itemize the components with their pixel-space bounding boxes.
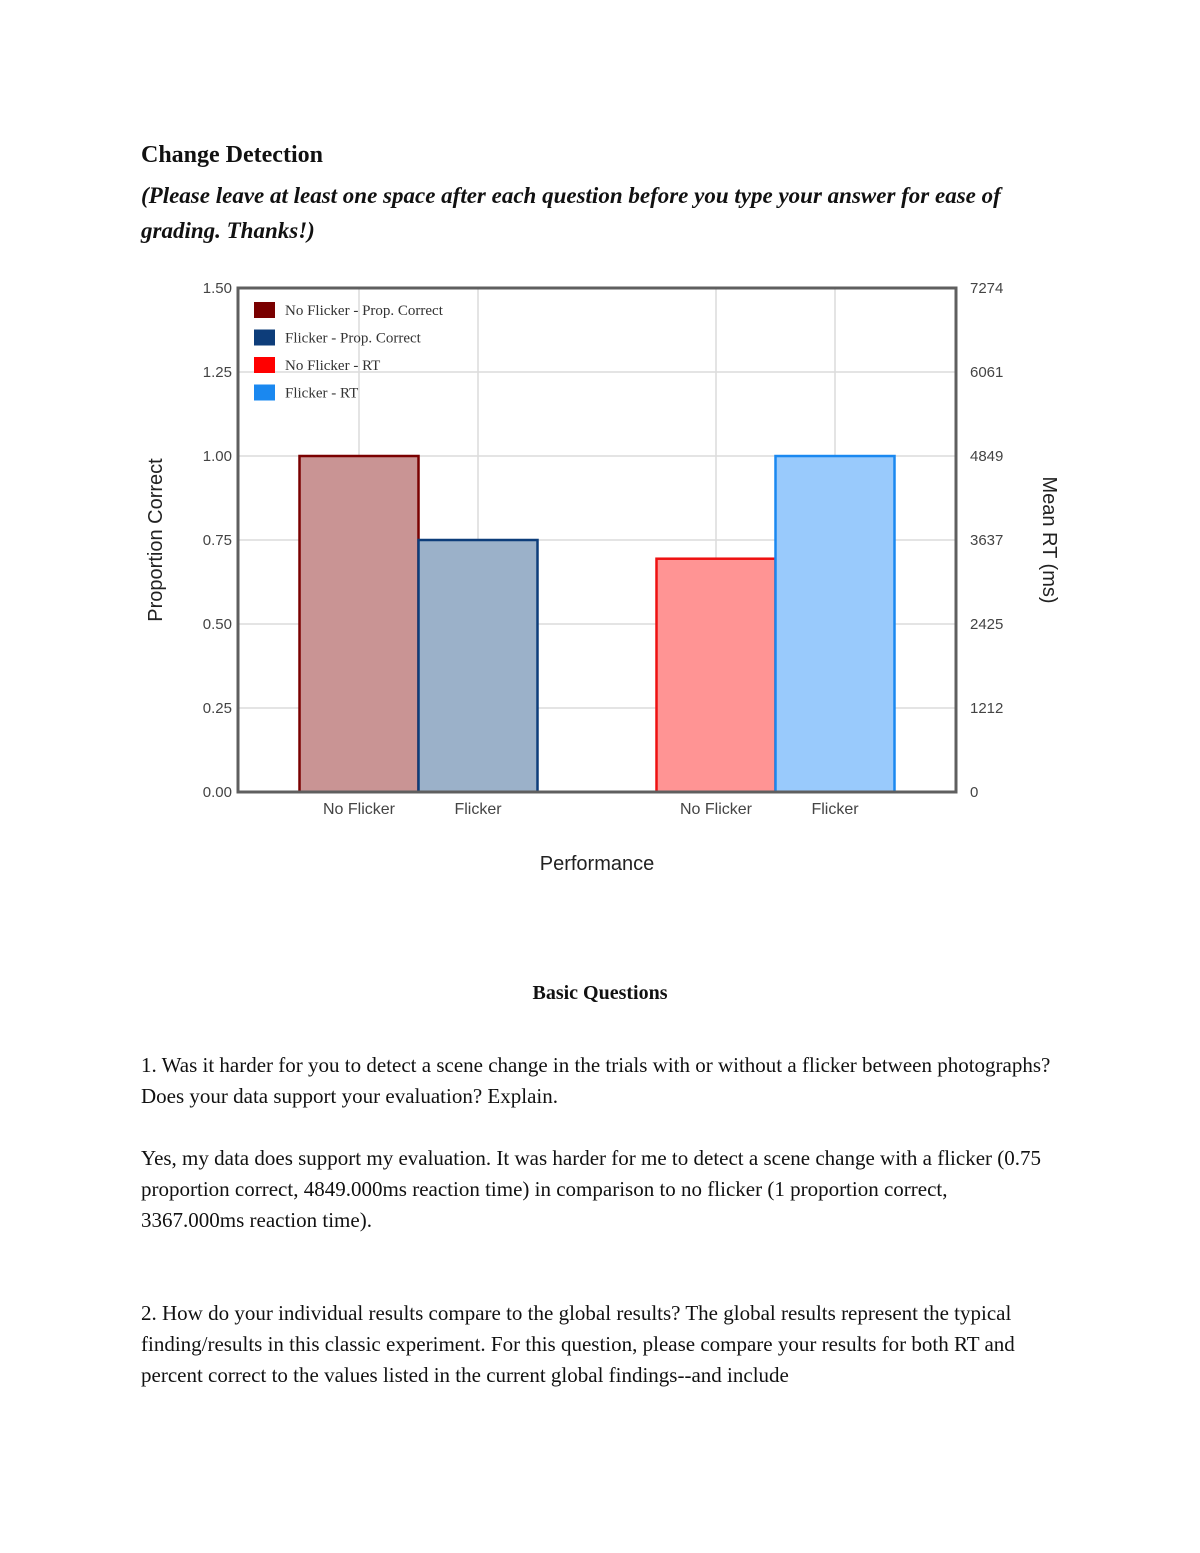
y-right-tick-label: 0 xyxy=(970,784,979,801)
y-axis-left-title: Proportion Correct xyxy=(145,458,167,622)
legend-swatch xyxy=(254,330,275,346)
x-category-label: No Flicker xyxy=(679,801,753,818)
y-left-tick-label: 0.25 xyxy=(202,700,232,717)
y-right-tick-label: 2425 xyxy=(970,616,1004,633)
y-left-tick-label: 1.00 xyxy=(202,448,232,465)
legend-label: Flicker - Prop. Correct xyxy=(285,330,421,347)
y-left-tick-label: 1.50 xyxy=(202,280,232,297)
y-right-tick-label: 6061 xyxy=(970,364,1004,381)
legend-label: No Flicker - Prop. Correct xyxy=(285,303,443,319)
y-left-tick-label: 0.00 xyxy=(202,784,232,801)
bar-flicker-prop-correct xyxy=(419,540,538,792)
legend-label: No Flicker - RT xyxy=(285,358,381,374)
y-left-tick-label: 0.75 xyxy=(202,532,232,549)
bar-flicker-rt xyxy=(776,456,895,792)
legend-swatch xyxy=(254,357,275,373)
y-right-tick-label: 7274 xyxy=(970,280,1004,297)
legend-swatch xyxy=(254,302,275,318)
x-category-label: Flicker xyxy=(454,801,502,818)
document-title: Change Detection xyxy=(141,142,323,168)
y-right-tick-label: 3637 xyxy=(970,532,1004,549)
x-axis-title: Performance xyxy=(539,853,655,875)
chart-legend xyxy=(254,302,444,402)
bar-no-flicker-prop-correct xyxy=(300,456,419,792)
question-2: 2. How do your individual results compare to the global results? The global results represent the typical finding/results in this classic experiment. For this question, please compare your results for both RT and percent correct to the values listed in the current global findings--and include xyxy=(141,1301,1015,1387)
y-axis-right-title: Mean RT (ms) xyxy=(1038,476,1060,604)
grading-instructions: (Please leave at least one space after each question before you type your answer for ease of grading. Thanks!) xyxy=(141,183,1001,243)
section-heading: Basic Questions xyxy=(532,982,668,1004)
y-left-tick-label: 1.25 xyxy=(202,364,232,381)
y-right-tick-label: 4849 xyxy=(970,448,1004,465)
y-left-tick-label: 0.50 xyxy=(202,616,232,633)
x-category-label: Flicker xyxy=(811,801,859,818)
question-1: 1. Was it harder for you to detect a scene change in the trials with or without a flicker between photographs? Does your data support your evaluation? Explain. xyxy=(141,1053,1051,1108)
bar-no-flicker-rt xyxy=(657,559,776,792)
legend-label: Flicker - RT xyxy=(285,385,359,402)
y-right-tick-label: 1212 xyxy=(970,700,1004,717)
legend-swatch xyxy=(254,385,275,401)
x-category-label: No Flicker xyxy=(322,801,396,818)
answer-1: Yes, my data does support my evaluation. It was harder for me to detect a scene change with a flicker (0.75 proportion correct, 4849.000ms reaction time) in comparison to no flicker (1 proportion correct, 3367.000ms reaction time). xyxy=(141,1146,1041,1232)
